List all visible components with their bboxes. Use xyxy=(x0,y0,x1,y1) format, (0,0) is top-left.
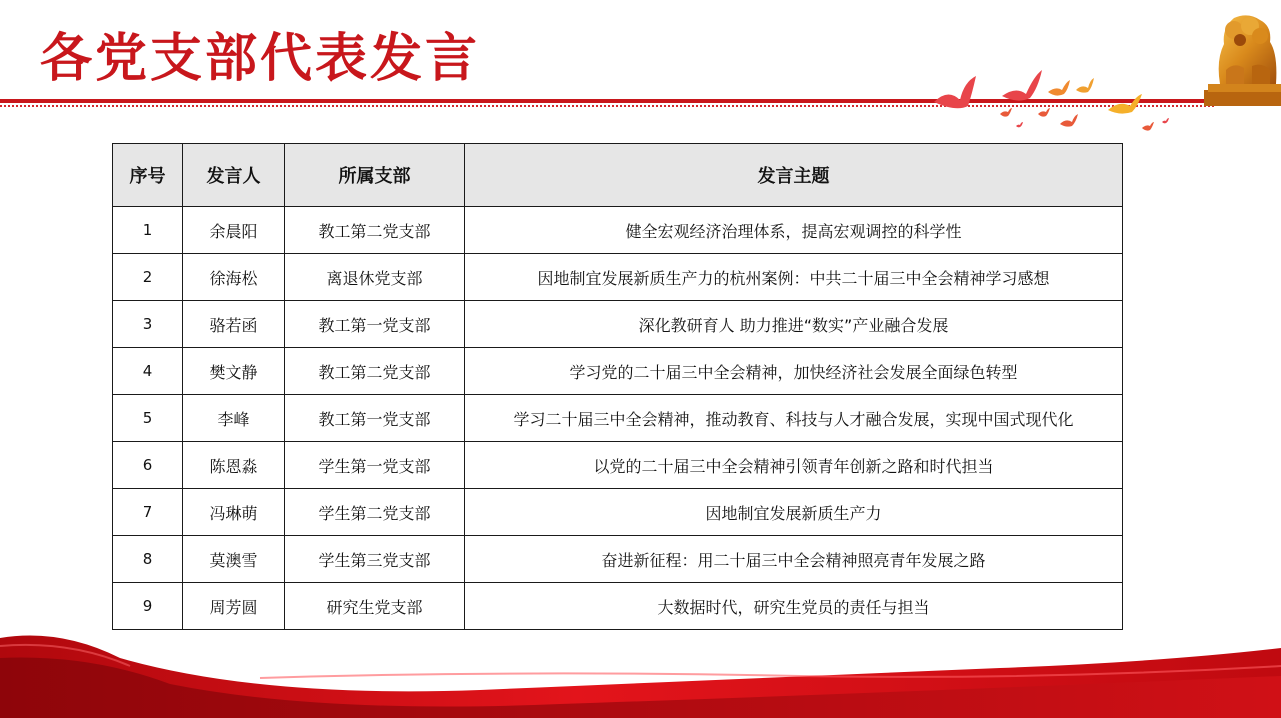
cell-number: 5 xyxy=(113,395,183,442)
stone-lion-icon xyxy=(1200,10,1281,106)
cell-speaker: 周芳圆 xyxy=(183,583,285,630)
table-row xyxy=(113,442,1123,489)
cell-branch: 教工第二党支部 xyxy=(285,348,465,395)
table-header-row xyxy=(113,144,1123,207)
table-row xyxy=(113,348,1123,395)
cell-number: 3 xyxy=(113,301,183,348)
table-row xyxy=(113,395,1123,442)
table-row xyxy=(113,583,1123,630)
table-row xyxy=(113,254,1123,301)
cell-speaker: 余晨阳 xyxy=(183,207,285,254)
table-row xyxy=(113,489,1123,536)
cell-branch: 学生第二党支部 xyxy=(285,489,465,536)
cell-branch: 离退休党支部 xyxy=(285,254,465,301)
cell-number: 6 xyxy=(113,442,183,489)
cell-speaker: 李峰 xyxy=(183,395,285,442)
table-row xyxy=(113,536,1123,583)
speaker-table-container xyxy=(112,143,1123,630)
cell-topic: 学习党的二十届三中全会精神，加快经济社会发展全面绿色转型 xyxy=(465,348,1123,395)
cell-number: 9 xyxy=(113,583,183,630)
cell-branch: 教工第一党支部 xyxy=(285,301,465,348)
cell-topic: 健全宏观经济治理体系，提高宏观调控的科学性 xyxy=(465,207,1123,254)
flying-doves-icon xyxy=(930,66,1170,146)
cell-number: 4 xyxy=(113,348,183,395)
cell-number: 7 xyxy=(113,489,183,536)
cell-number: 2 xyxy=(113,254,183,301)
slide-title: 各党支部代表发言 xyxy=(40,29,481,89)
cell-speaker: 樊文静 xyxy=(183,348,285,395)
cell-branch: 学生第三党支部 xyxy=(285,536,465,583)
cell-number: 1 xyxy=(113,207,183,254)
cell-number: 8 xyxy=(113,536,183,583)
header-speaker: 发言人 xyxy=(183,144,285,207)
header-branch: 所属支部 xyxy=(285,144,465,207)
cell-topic: 以党的二十届三中全会精神引领青年创新之路和时代担当 xyxy=(465,442,1123,489)
cell-topic: 学习二十届三中全会精神，推动教育、科技与人才融合发展，实现中国式现代化 xyxy=(465,395,1123,442)
table-row xyxy=(113,207,1123,254)
cell-topic: 深化教研育人 助力推进“数实”产业融合发展 xyxy=(465,301,1123,348)
cell-branch: 教工第一党支部 xyxy=(285,395,465,442)
red-ribbon-icon xyxy=(0,618,1281,718)
header-number: 序号 xyxy=(113,144,183,207)
cell-speaker: 莫澳雪 xyxy=(183,536,285,583)
speaker-table xyxy=(112,143,1123,630)
table-row xyxy=(113,301,1123,348)
cell-branch: 教工第二党支部 xyxy=(285,207,465,254)
cell-speaker: 陈恩淼 xyxy=(183,442,285,489)
cell-topic: 大数据时代，研究生党员的责任与担当 xyxy=(465,583,1123,630)
cell-topic: 奋进新征程：用二十届三中全会精神照亮青年发展之路 xyxy=(465,536,1123,583)
cell-topic: 因地制宜发展新质生产力 xyxy=(465,489,1123,536)
cell-speaker: 徐海松 xyxy=(183,254,285,301)
cell-branch: 研究生党支部 xyxy=(285,583,465,630)
header-topic: 发言主题 xyxy=(465,144,1123,207)
cell-speaker: 冯琳萌 xyxy=(183,489,285,536)
cell-branch: 学生第一党支部 xyxy=(285,442,465,489)
cell-speaker: 骆若函 xyxy=(183,301,285,348)
cell-topic: 因地制宜发展新质生产力的杭州案例：中共二十届三中全会精神学习感想 xyxy=(465,254,1123,301)
